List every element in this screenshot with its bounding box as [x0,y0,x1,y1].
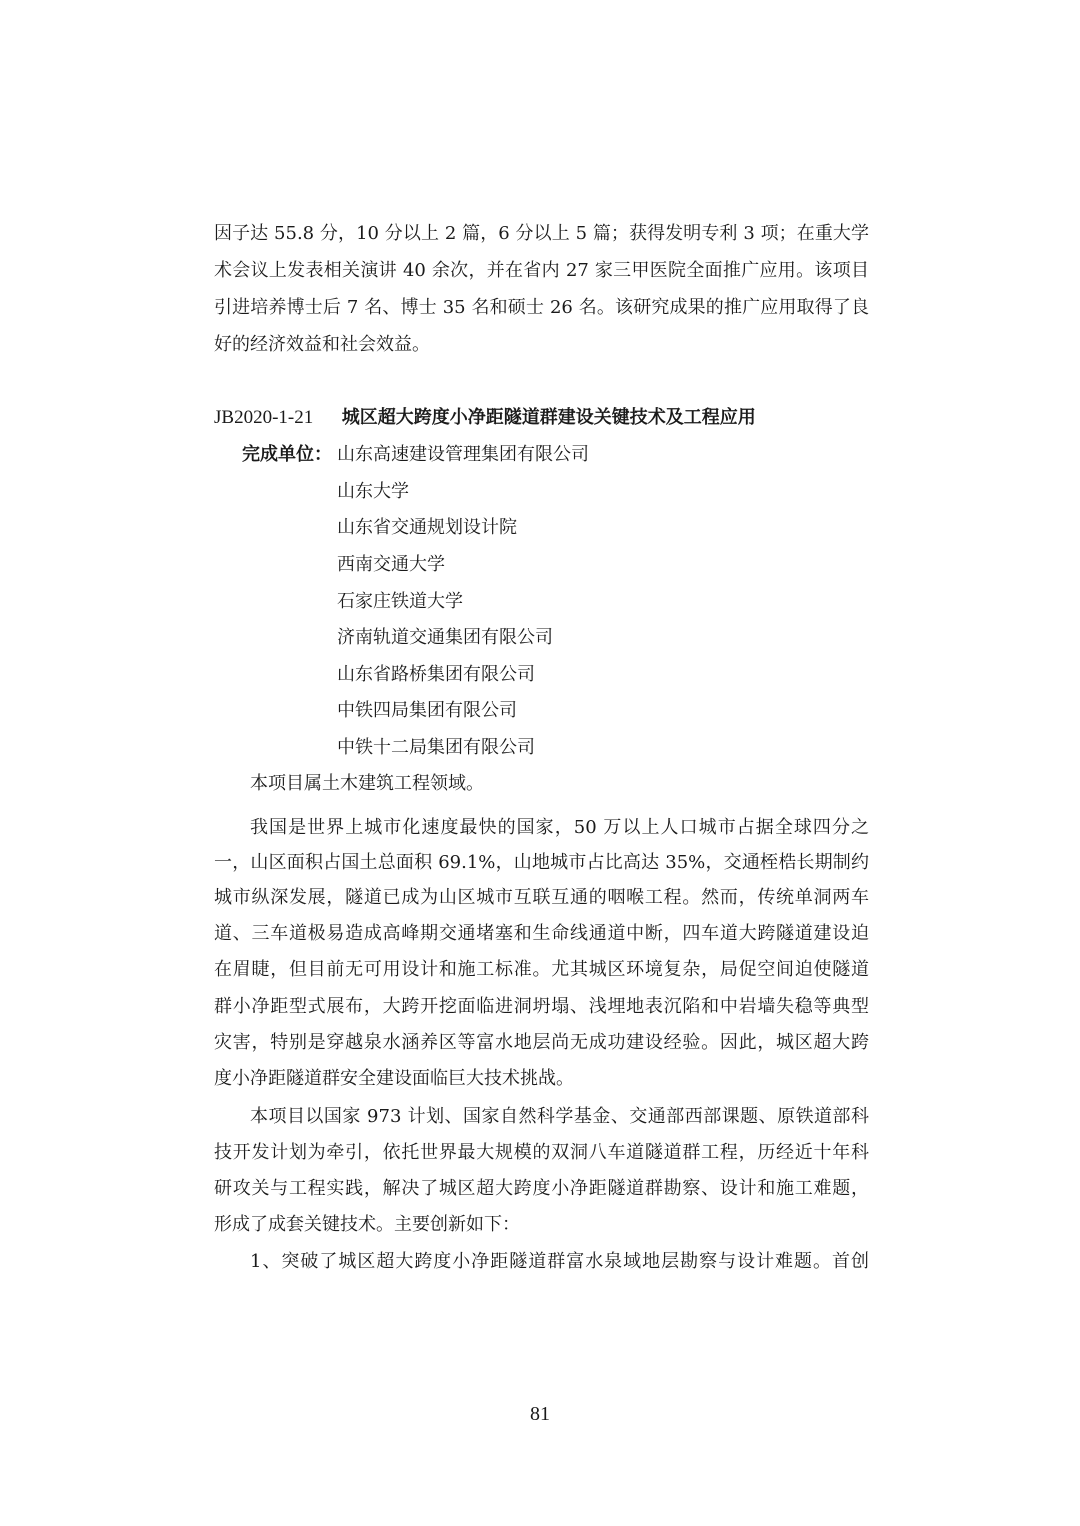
intro-line: 术会议上发表相关演讲 40 余次，并在省内 27 家三甲医院全面推广应用。该项目 [214,260,869,281]
project-field: 本项目属土木建筑工程领域。 [250,773,484,794]
project-code: JB2020-1-21 [214,407,314,428]
unit-item: 山东大学 [337,481,409,502]
units-label: 完成单位： [242,444,332,465]
para1-line: 道、三车道极易造成高峰期交通堵塞和生命线通道中断，四车道大跨隧道建设迫 [214,923,869,944]
unit-item: 中铁十二局集团有限公司 [337,737,535,758]
intro-line: 好的经济效益和社会效益。 [214,334,430,355]
unit-item: 山东省交通规划设计院 [337,517,517,538]
para1-line: 在眉睫，但目前无可用设计和施工标准。尤其城区环境复杂，局促空间迫使隧道 [214,959,869,980]
para2-line: 本项目以国家 973 计划、国家自然科学基金、交通部西部课题、原铁道部科 [250,1106,869,1127]
unit-item: 山东高速建设管理集团有限公司 [337,444,589,465]
para1-line: 灾害，特别是穿越泉水涵养区等富水地层尚无成功建设经验。因此，城区超大跨 [214,1032,869,1053]
para1-line: 城市纵深发展，隧道已成为山区城市互联互通的咽喉工程。然而，传统单洞两车 [214,887,869,908]
unit-item: 山东省路桥集团有限公司 [337,664,535,685]
para2-line: 技开发计划为牵引，依托世界最大规模的双洞八车道隧道群工程，历经近十年科 [214,1142,869,1163]
para3-line: 1、突破了城区超大跨度小净距隧道群富水泉域地层勘察与设计难题。首创 [250,1251,869,1272]
para1-line: 一，山区面积占国土总面积 69.1%，山地城市占比高达 35%，交通桎梏长期制约 [214,852,869,873]
unit-item: 济南轨道交通集团有限公司 [337,627,553,648]
para2-line: 形成了成套关键技术。主要创新如下： [214,1214,520,1235]
intro-line: 因子达 55.8 分，10 分以上 2 篇，6 分以上 5 篇；获得发明专利 3 项；在重大学 [214,223,869,244]
para1-line: 群小净距型式展布，大跨开挖面临进洞坍塌、浅埋地表沉陷和中岩墙失稳等典型 [214,996,869,1017]
page-number: 81 [530,1403,550,1425]
unit-item: 中铁四局集团有限公司 [337,700,517,721]
para1-line: 度小净距隧道群安全建设面临巨大技术挑战。 [214,1068,574,1089]
para1-line: 我国是世界上城市化速度最快的国家，50 万以上人口城市占据全球四分之 [250,817,869,838]
project-title: 城区超大跨度小净距隧道群建设关键技术及工程应用 [341,407,756,428]
intro-line: 引进培养博士后 7 名、博士 35 名和硕士 26 名。该研究成果的推广应用取得了良 [214,297,869,318]
para2-line: 研攻关与工程实践，解决了城区超大跨度小净距隧道群勘察、设计和施工难题， [214,1178,869,1199]
unit-item: 石家庄铁道大学 [337,591,463,612]
unit-item: 西南交通大学 [337,554,445,575]
project-heading [214,406,756,430]
